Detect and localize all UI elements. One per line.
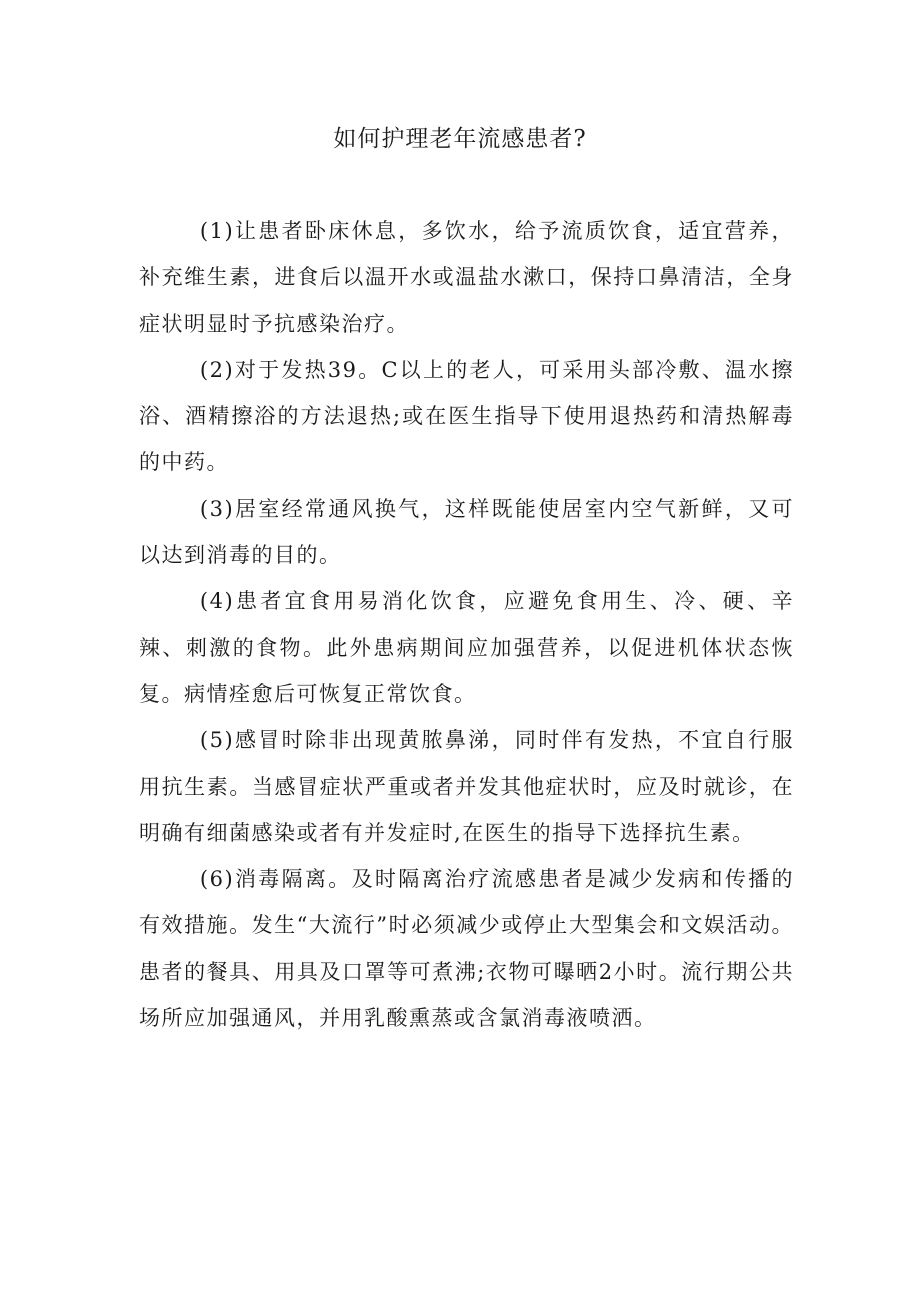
paragraph-5: (5)感冒时除非出现黄脓鼻涕，同时伴有发热，不宜自行服用抗生素。当感冒症状严重或者并发其他症状时，应及时就诊，在明确有细菌感染或者有并发症时,在医生的指导下选择抗生素。 [139,728,794,845]
paragraph-6: (6)消毒隔离。及时隔离治疗流感患者是减少发病和传播的有效措施。发生“大流行”时必须减少或停止大型集会和文娱活动。患者的餐具、用具及口罩等可煮沸;衣物可曝晒2小时。流行期公共场所应加强通风，并用乳酸熏蒸或含氯消毒液喷洒。 [139,867,794,1031]
paragraph-2: (2)对于发热39。C以上的老人，可采用头部冷敷、温水擦浴、酒精擦浴的方法退热;或在医生指导下使用退热药和清热解毒的中药。 [139,357,794,475]
document-body [139,208,794,1041]
paragraph-1: (1)让患者卧床休息，多饮水，给予流质饮食，适宜营养，补充维生素，进食后以温开水或温盐水漱口，保持口鼻清洁，全身症状明显时予抗感染治疗。 [139,219,794,336]
paragraph-3: (3)居室经常通风换气，这样既能使居室内空气新鲜，又可以达到消毒的目的。 [139,496,794,568]
paragraph-4: (4)患者宜食用易消化饮食，应避免食用生、冷、硬、辛辣、刺激的食物。此外患病期间应加强营养，以促进机体状态恢复。病情痊愈后可恢复正常饮食。 [139,589,794,706]
document-title: 如何护理老年流感患者? [333,126,587,152]
